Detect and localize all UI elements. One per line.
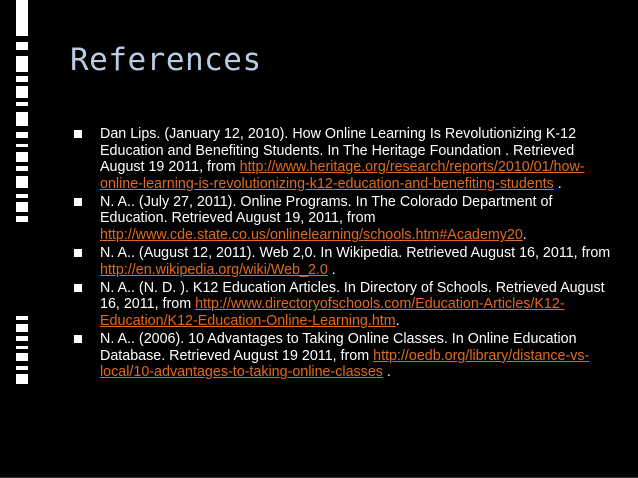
deco-bar	[16, 346, 28, 349]
deco-bar	[16, 316, 28, 320]
reference-text: N. A.. (2006). 10 Advantages to Taking Online Classes. In Online Education Database. Retrieved August 19 2011, from	[100, 331, 577, 364]
square-bullet-icon	[74, 284, 82, 292]
deco-bar	[16, 132, 28, 138]
deco-bar	[16, 176, 28, 188]
square-bullet-icon	[74, 130, 82, 138]
reference-suffix: .	[327, 261, 336, 278]
deco-bar	[16, 144, 28, 147]
deco-bar	[16, 336, 28, 341]
reference-link[interactable]: http://en.wikipedia.org/wiki/Web_2.0	[100, 261, 328, 278]
deco-bar	[16, 42, 28, 50]
deco-bar	[16, 76, 28, 82]
reference-text: N. A.. (N. D. ). K12 Education Articles. In Directory of Schools. Retrieved August 16, 2011, from	[100, 279, 605, 313]
reference-link[interactable]: http://www.cde.state.co.us/onlinelearning/schools.htm#Academy20	[100, 227, 523, 244]
reference-item	[74, 194, 614, 244]
slide-title: References	[70, 42, 262, 78]
reference-suffix: .	[553, 175, 562, 192]
deco-bar	[16, 194, 28, 198]
square-bullet-icon	[74, 249, 82, 257]
deco-bar	[16, 202, 28, 212]
deco-bar	[16, 324, 28, 332]
deco-bar	[16, 102, 28, 106]
deco-bar	[16, 86, 28, 98]
reference-item	[74, 280, 614, 330]
reference-item	[74, 126, 614, 192]
reference-link[interactable]: http://oedb.org/library/distance-vs-local/10-advantages-to-taking-online-classes	[100, 347, 590, 381]
square-bullet-icon	[74, 335, 82, 343]
reference-suffix: .	[522, 227, 527, 244]
deco-bar	[16, 366, 28, 370]
deco-bar	[16, 0, 28, 36]
deco-bar	[16, 112, 28, 126]
deco-bar	[16, 374, 28, 384]
deco-bar	[16, 152, 28, 162]
deco-bar	[16, 216, 28, 222]
reference-link[interactable]: http://www.directoryofschools.com/Education-Articles/K12-Education/K12-Education-Online-Learning.htm	[100, 296, 565, 330]
deco-bar	[16, 166, 28, 171]
reference-item	[74, 331, 614, 381]
reference-text: N. A.. (July 27, 2011). Online Programs. In The Colorado Department of Education. Retrieved August 19, 2011, from	[100, 193, 553, 227]
reference-list	[74, 126, 614, 382]
deco-bar	[16, 353, 28, 361]
reference-text: Dan Lips. (January 12, 2010). How Online Learning Is Revolutionizing K-12 Education and Benefiting Students. In The Heritage Foundation . Retrieved August 19 2011, from	[100, 126, 577, 176]
reference-suffix: .	[382, 364, 391, 381]
reference-text: N. A.. (August 12, 2011). Web 2,0. In Wikipedia. Retrieved August 16, 2011, from	[100, 245, 611, 262]
reference-item	[74, 245, 614, 278]
reference-suffix: .	[395, 313, 400, 330]
deco-bar	[16, 56, 28, 72]
reference-link[interactable]: http://www.heritage.org/research/reports/2010/01/how-online-learning-is-revolutionizing-k12-education-and-benefiting-students	[100, 159, 585, 192]
square-bullet-icon	[74, 198, 82, 206]
